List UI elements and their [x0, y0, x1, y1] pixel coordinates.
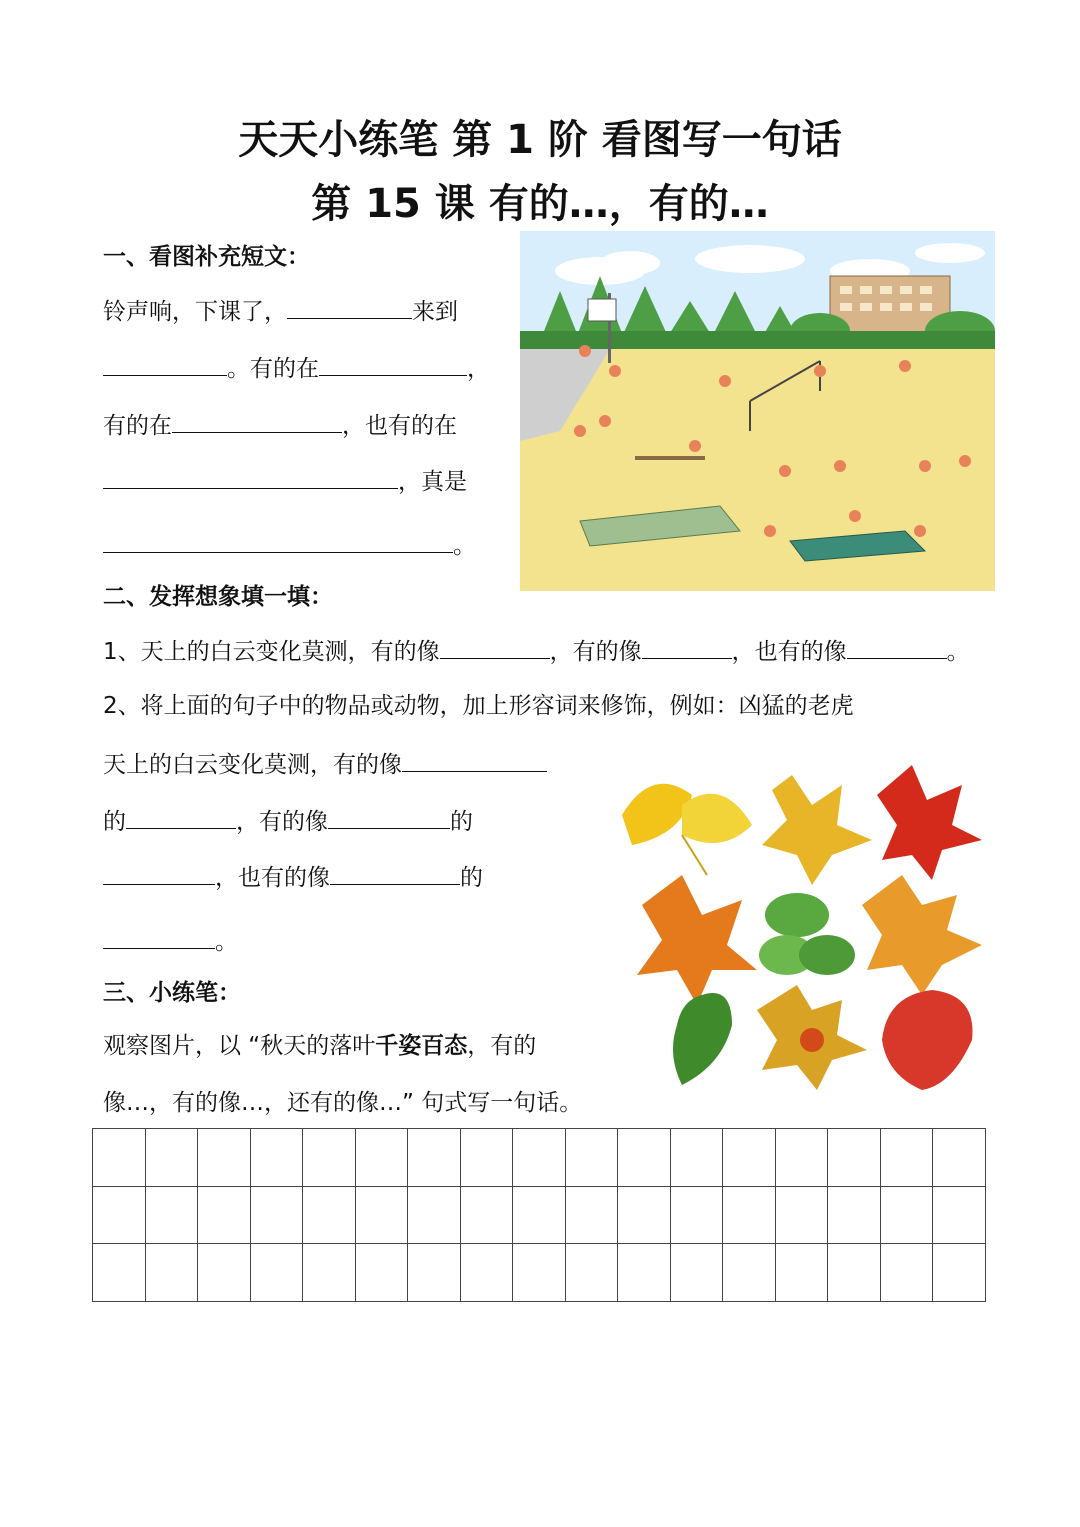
section-3-heading: 三、小练笔：	[103, 980, 241, 1006]
grid-cell[interactable]	[566, 1129, 619, 1187]
s1-text: 有的在	[103, 413, 172, 439]
s2-text: ，有的像	[236, 809, 328, 835]
grid-cell[interactable]	[566, 1187, 619, 1245]
s3-bold-phrase: 千姿百态	[375, 1033, 468, 1059]
grid-cell[interactable]	[513, 1187, 566, 1245]
s1-text: 来到	[412, 299, 458, 325]
s3-prompt-2: 像…，有的像…，还有的像…” 句式写一句话。	[103, 1090, 583, 1116]
s2-text: 1、天上的白云变化莫测，有的像	[103, 639, 440, 665]
writing-grid[interactable]	[92, 1128, 986, 1302]
fill-blank[interactable]	[847, 634, 947, 659]
s2-text: 的	[103, 809, 126, 835]
s1-line-3	[103, 408, 457, 442]
grid-cell[interactable]	[251, 1244, 304, 1302]
s1-line-5	[103, 528, 476, 562]
grid-cell[interactable]	[933, 1129, 986, 1187]
s2-text: 。	[215, 929, 238, 955]
grid-cell[interactable]	[566, 1244, 619, 1302]
grid-cell[interactable]	[933, 1187, 986, 1245]
fill-blank[interactable]	[642, 634, 732, 659]
s1-line-4	[103, 464, 467, 498]
s2-text: 的	[450, 809, 473, 835]
grid-cell[interactable]	[93, 1187, 146, 1245]
grid-cell[interactable]	[356, 1244, 409, 1302]
s2-q2: 2、将上面的句子中的物品或动物，加上形容词来修饰，例如：凶猛的老虎	[103, 693, 854, 719]
fill-blank[interactable]	[328, 804, 450, 829]
section-2-heading: 二、发挥想象填一填：	[103, 584, 333, 610]
grid-cell[interactable]	[461, 1187, 514, 1245]
fill-blank[interactable]	[103, 924, 215, 949]
autumn-leaves-photo	[612, 755, 990, 1095]
grid-cell[interactable]	[513, 1129, 566, 1187]
grid-cell[interactable]	[828, 1244, 881, 1302]
fill-blank[interactable]	[330, 860, 460, 885]
grid-cell[interactable]	[356, 1129, 409, 1187]
playground-illustration	[520, 231, 995, 591]
s2-text: 的	[460, 865, 483, 891]
grid-cell[interactable]	[671, 1244, 724, 1302]
grid-cell[interactable]	[618, 1129, 671, 1187]
s1-text: 。	[453, 533, 476, 559]
grid-cell[interactable]	[146, 1129, 199, 1187]
grid-cell[interactable]	[198, 1187, 251, 1245]
grid-cell[interactable]	[881, 1187, 934, 1245]
grid-cell[interactable]	[776, 1244, 829, 1302]
grid-cell[interactable]	[146, 1187, 199, 1245]
s1-line-1	[103, 294, 458, 328]
grid-cell[interactable]	[671, 1129, 724, 1187]
grid-cell[interactable]	[93, 1129, 146, 1187]
grid-cell[interactable]	[723, 1244, 776, 1302]
grid-cell[interactable]	[776, 1187, 829, 1245]
grid-cell[interactable]	[408, 1129, 461, 1187]
fill-blank[interactable]	[172, 408, 342, 433]
s2-r3	[103, 860, 483, 894]
grid-cell[interactable]	[933, 1244, 986, 1302]
grid-cell[interactable]	[146, 1244, 199, 1302]
grid-cell[interactable]	[356, 1187, 409, 1245]
s3-text: 观察图片，以 “秋天的落叶	[103, 1033, 376, 1059]
grid-cell[interactable]	[671, 1187, 724, 1245]
grid-cell[interactable]	[198, 1244, 251, 1302]
grid-cell[interactable]	[881, 1129, 934, 1187]
s2-q1	[103, 634, 970, 668]
section-1-heading: 一、看图补充短文：	[103, 244, 310, 270]
grid-cell[interactable]	[251, 1187, 304, 1245]
s1-line-2	[103, 351, 490, 385]
grid-cell[interactable]	[723, 1187, 776, 1245]
grid-cell[interactable]	[618, 1187, 671, 1245]
s1-text: ，	[467, 356, 490, 382]
fill-blank[interactable]	[126, 804, 236, 829]
s2-text: 天上的白云变化莫测，有的像	[103, 752, 402, 778]
grid-cell[interactable]	[881, 1244, 934, 1302]
grid-cell[interactable]	[828, 1187, 881, 1245]
page-title: 天天小练笔 第 1 阶 看图写一句话	[238, 117, 842, 163]
fill-blank[interactable]	[440, 634, 550, 659]
fill-blank[interactable]	[319, 351, 467, 376]
fill-blank[interactable]	[103, 528, 453, 553]
grid-cell[interactable]	[93, 1244, 146, 1302]
grid-cell[interactable]	[408, 1187, 461, 1245]
grid-cell[interactable]	[461, 1244, 514, 1302]
grid-cell[interactable]	[303, 1187, 356, 1245]
s1-text: ，真是	[398, 469, 467, 495]
grid-cell[interactable]	[251, 1129, 304, 1187]
s2-text: ，也有的像	[215, 865, 330, 891]
s1-text: 。有的在	[227, 356, 319, 382]
grid-cell[interactable]	[828, 1129, 881, 1187]
s1-text: 铃声响，下课了，	[103, 299, 287, 325]
fill-blank[interactable]	[103, 464, 398, 489]
grid-cell[interactable]	[461, 1129, 514, 1187]
s1-text: ，也有的在	[342, 413, 457, 439]
fill-blank[interactable]	[103, 351, 227, 376]
s3-prompt-1	[103, 1030, 536, 1062]
grid-cell[interactable]	[408, 1244, 461, 1302]
grid-cell[interactable]	[303, 1244, 356, 1302]
s2-r1	[103, 747, 547, 781]
s2-text: 。	[946, 639, 970, 665]
fill-blank[interactable]	[103, 860, 215, 885]
grid-cell[interactable]	[723, 1129, 776, 1187]
grid-cell[interactable]	[198, 1129, 251, 1187]
s2-text: ，有的像	[549, 639, 642, 665]
fill-blank[interactable]	[402, 747, 547, 772]
s3-text: ，有的	[467, 1033, 537, 1059]
s2-text: ，也有的像	[731, 639, 847, 665]
s2-r4	[103, 924, 238, 958]
lesson-title: 第 15 课 有的…，有的…	[311, 181, 769, 227]
grid-cell[interactable]	[303, 1129, 356, 1187]
s2-r2	[103, 804, 473, 838]
grid-cell[interactable]	[513, 1244, 566, 1302]
grid-cell[interactable]	[618, 1244, 671, 1302]
grid-cell[interactable]	[776, 1129, 829, 1187]
fill-blank[interactable]	[287, 294, 412, 319]
